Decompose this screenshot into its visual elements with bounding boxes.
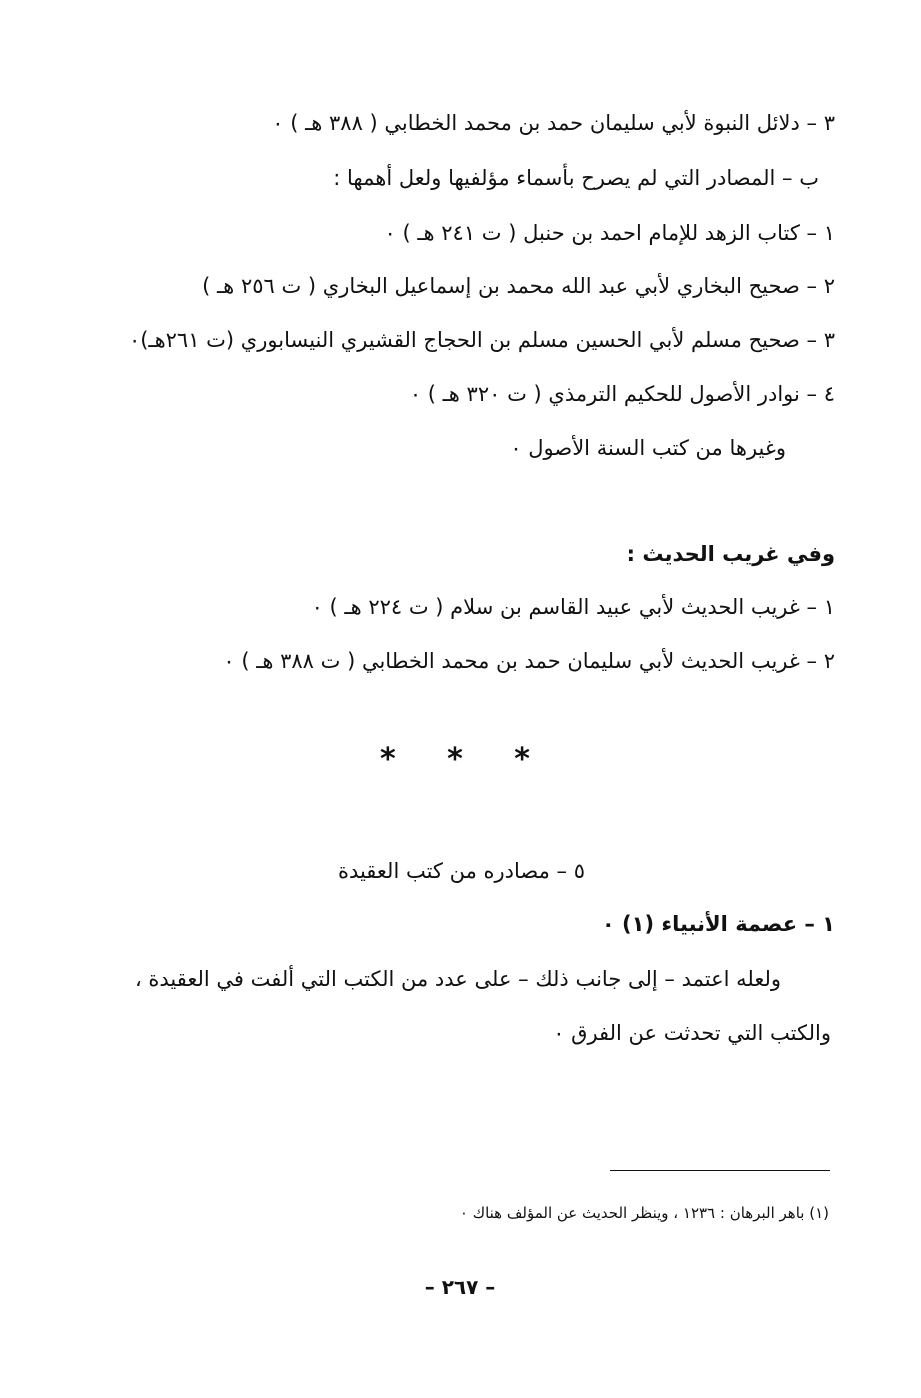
separator-star: *: [447, 742, 463, 777]
paragraph-line-2: والكتب التي تحدثت عن الفرق ٠: [553, 1021, 831, 1045]
subsection-b-heading: ب – المصادر التي لم يصرح بأسماء مؤلفيها ولعل أهمها :: [333, 166, 819, 190]
source-others-line: وغيرها من كتب السنة الأصول ٠: [510, 436, 786, 460]
gharib-heading: وفي غريب الحديث :: [626, 542, 835, 566]
gharib-item-2: ٢ – غريب الحديث لأبي سليمان حمد بن محمد الخطابي ( ت ٣٨٨ هـ ) ٠: [223, 649, 835, 673]
source-item-2-bukhari: ٢ – صحيح البخاري لأبي عبد الله محمد بن إسماعيل البخاري ( ت ٢٥٦ هـ ): [202, 274, 835, 298]
source-item-1-zuhd: ١ – كتاب الزهد للإمام احمد بن حنبل ( ت ٢٤١ هـ ) ٠: [384, 221, 835, 245]
gharib-item-1: ١ – غريب الحديث لأبي عبيد القاسم بن سلام ( ت ٢٢٤ هـ ) ٠: [311, 595, 835, 619]
section-5-title: ٥ – مصادره من كتب العقيدة: [337, 859, 585, 883]
section-5-item-1: ١ – عصمة الأنبياء (١) ٠: [601, 912, 835, 936]
footnote-divider: [610, 1170, 830, 1171]
separator-star: *: [514, 742, 530, 777]
separator-star: *: [380, 742, 396, 777]
source-item-3-muslim: ٣ – صحيح مسلم لأبي الحسين مسلم بن الحجاج القشيري النيسابوري (ت ٢٦١هـ)٠: [128, 328, 835, 352]
source-item-3-dalail: ٣ – دلائل النبوة لأبي سليمان حمد بن محمد الخطابي ( ٣٨٨ هـ ) ٠: [272, 111, 835, 135]
section-separator: [380, 742, 530, 777]
footnote-1: (١) باهر البرهان : ١٢٣٦ ، وينظر الحديث عن المؤلف هناك ٠: [459, 1204, 829, 1222]
source-item-4-nawadir: ٤ – نوادر الأصول للحكيم الترمذي ( ت ٣٢٠ هـ ) ٠: [409, 382, 835, 406]
page-number: – ٢٦٧ –: [424, 1275, 496, 1299]
paragraph-line-1: ولعله اعتمد – إلى جانب ذلك – على عدد من الكتب التي ألفت في العقيدة ،: [134, 967, 781, 991]
